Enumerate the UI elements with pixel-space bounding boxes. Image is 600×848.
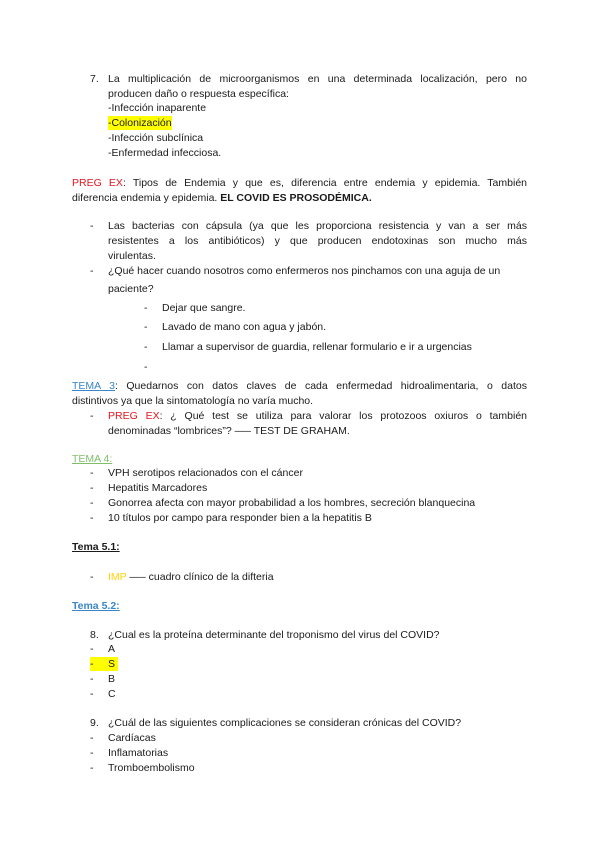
sub-item: Lavado de mano con agua y jabón. [162, 321, 327, 333]
tema3-text: : Quedarnos con datos claves de cada enfermedad hidroalimentaria, o datos [114, 380, 527, 392]
bullet-dash: - [90, 688, 94, 700]
tema3-line2: distintivos ya que la sintomatología no varía mucho. [72, 395, 314, 407]
q8-text: ¿Cual es la proteína determinante del troponismo del virus del COVID? [108, 629, 440, 641]
tema4-item: VPH serotipos relacionados con el cáncer [108, 467, 303, 479]
tema51-heading: Tema 5.1: [72, 541, 120, 553]
bullet-dash: - [90, 410, 94, 422]
q9-option: Cardíacas [108, 732, 156, 744]
sub-item: Dejar que sangre. [162, 302, 246, 314]
q9-text: ¿Cuál de las siguientes complicaciones se consideran crónicas del COVID? [108, 717, 462, 729]
tema52-heading: Tema 5.2: [72, 600, 120, 612]
sub-bullet-dash: - [144, 321, 148, 333]
q8-option-correct: S [108, 658, 116, 670]
sub-item: Llamar a supervisor de guardia, rellenar formulario e ir a urgencias [162, 341, 472, 353]
tema3-line1 [72, 379, 527, 393]
bullet-dash: - [90, 512, 94, 524]
q8-option: A [108, 643, 116, 655]
preg-ex-text: : ¿ Qué test se utiliza para valorar los protozoos oxiuros o también [159, 410, 527, 422]
q9-option: Inflamatorias [108, 747, 169, 759]
bullet-dash: - [90, 467, 94, 479]
bullet-dash: - [90, 571, 94, 583]
q7-option: -Infección subclínica [108, 132, 204, 144]
preg-ex-tag: PREG EX [72, 177, 123, 189]
preg-ex-text: : Tipos de Endemia y que es, diferencia entre endemia y epidemia. También [122, 177, 527, 189]
bullet-dash: - [90, 497, 94, 509]
bullet-dash: - [90, 658, 94, 670]
tema51-text: —– cuadro clínico de la difteria [126, 571, 274, 583]
q8-number: 8. [90, 629, 99, 641]
q8-option-highlighted [90, 657, 118, 671]
q7-number: 7. [90, 73, 99, 85]
bullet-dash: - [90, 482, 94, 494]
pinchazo-line2: paciente? [108, 283, 154, 295]
q7-option: -Enfermedad infecciosa. [108, 147, 222, 159]
capsula-line1: Las bacterias con cápsula (ya que les proporciona resistencia y van a ser más [108, 220, 527, 232]
tema4-item: 10 títulos por campo para responder bien a la hepatitis B [108, 512, 372, 524]
bullet-dash: - [90, 643, 94, 655]
bullet-dash: - [90, 220, 94, 232]
q9-option: Tromboembolismo [108, 762, 195, 774]
sub-bullet-dash: - [144, 341, 148, 353]
preg-ex-endemia-line2 [72, 191, 372, 205]
bullet-dash: - [90, 732, 94, 744]
tema51-item [108, 570, 274, 584]
q7-option: -Infección inaparente [108, 102, 207, 114]
tema4-heading: TEMA 4: [72, 453, 113, 465]
q9-number: 9. [90, 717, 99, 729]
tema3-preg-line1 [108, 409, 527, 423]
bullet-dash: - [90, 762, 94, 774]
bullet-dash: - [90, 747, 94, 759]
tema4-item: Hepatitis Marcadores [108, 482, 208, 494]
capsula-line2: resistentes a los antibióticos) y que producen endotoxinas son mucho más [108, 235, 527, 247]
preg-ex-endemia-line1 [72, 176, 527, 190]
preg-ex-text: diferencia endemia y epidemia. [72, 192, 221, 204]
q7-text-line1: La multiplicación de microorganismos en una determinada localización, pero no [108, 73, 527, 85]
pinchazo-line1: ¿Qué hacer cuando nosotros como enfermeros nos pinchamos con una aguja de un [108, 265, 501, 277]
capsula-line3: virulentas. [108, 250, 156, 262]
sub-bullet-dash: - [144, 302, 148, 314]
q7-option-highlighted: -Colonización [108, 117, 172, 129]
sub-bullet-dash: - [144, 361, 148, 373]
bullet-dash: - [90, 673, 94, 685]
q7-text-line2: producen daño o respuesta específica: [108, 88, 289, 100]
tema4-item: Gonorrea afecta con mayor probabilidad a los hombres, secreción blanquecina [108, 497, 476, 509]
bullet-dash: - [90, 265, 94, 277]
q8-option: C [108, 688, 116, 700]
tema3-heading: TEMA 3 [72, 380, 115, 392]
imp-tag: IMP [108, 571, 127, 583]
covid-prosodemica: EL COVID ES PROSODÉMICA. [220, 192, 372, 204]
tema3-preg-line2: denominadas “lombrices”? —– TEST DE GRAHAM. [108, 425, 350, 437]
q8-option: B [108, 673, 116, 685]
preg-ex-tag: PREG EX [108, 410, 160, 422]
